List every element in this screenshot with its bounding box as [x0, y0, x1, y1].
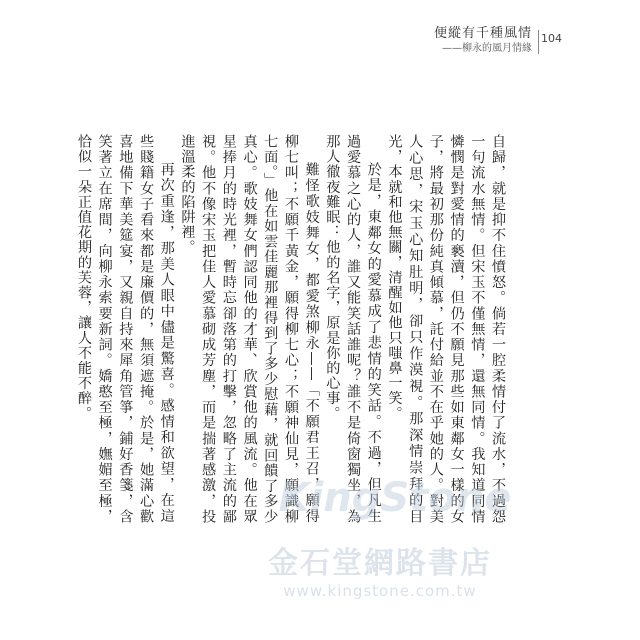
watermark-url: www.kingstone.com.tw — [283, 582, 477, 600]
paragraph-1: 自歸，就是抑不住憤怒。倘若一腔柔情付了流水，不過怨一句流水無情。但宋玉不僅無情，還無同情。我知道同情憐憫是對愛情的褻瀆，但仍不願見那些如東鄰女一樣的女子，將最初那份純真傾慕，託付給並不在乎她的人。對美人心思，宋玉心知肚明，卻只作漠視。那深情崇拜的目光，本就和他無關，清醒如他只嗤鼻一笑。 — [386, 134, 506, 524]
paragraph-4: 再次重逢，那美人眼中儘是驚喜。感情和欲望，在這些賤籍女子看來都是廉價的，無須遮掩。於是，她滿心歡喜地備下華美筵宴，又親自持來犀角管箏，鋪好香箋，含笑著立在席間，向柳永索要新詞。嬌憨至極，嫵媚至極，恰似一朵正值花期的芙蓉，讓人不能不醉。 — [75, 134, 175, 524]
chapter-subtitle: ——柳永的風月情緣 — [442, 43, 532, 54]
watermark-logo-text: KingStone — [278, 475, 512, 521]
running-header — [434, 26, 532, 56]
header-divider — [538, 30, 539, 54]
paragraph-2: 於是，東鄰女的愛慕成了悲情的笑話。不過，但凡生過愛慕之心的人，誰又能笑話誰呢？誰不是倚窗獨坐，為那人徹夜難眠：他的名字，原是你的心事。 — [324, 134, 382, 524]
body-text — [73, 134, 508, 524]
watermark-store-name: 金石堂網路書店 — [268, 546, 492, 581]
paragraph-3: 難怪歌妓舞女，都愛煞柳永——「不願君王召，願得柳七叫；不願千黃金，願得柳七心；不願神仙見，願識柳七面。」他在如雲佳麗那裡得到了多少慰藉，就回饋了多少真心。歌妓舞女們認同他的才華、欣賞他的風流。他在眾星捧月的時光裡，暫時忘卻落第的打擊，忽略了主流的鄙視。他不像宋玉把佳人愛慕砌成芳塵，而是揣著感激，投進溫柔的陷阱裡。 — [179, 134, 320, 524]
page-number: 104 — [541, 32, 562, 45]
book-title: 便縱有千種風情 — [433, 26, 532, 41]
